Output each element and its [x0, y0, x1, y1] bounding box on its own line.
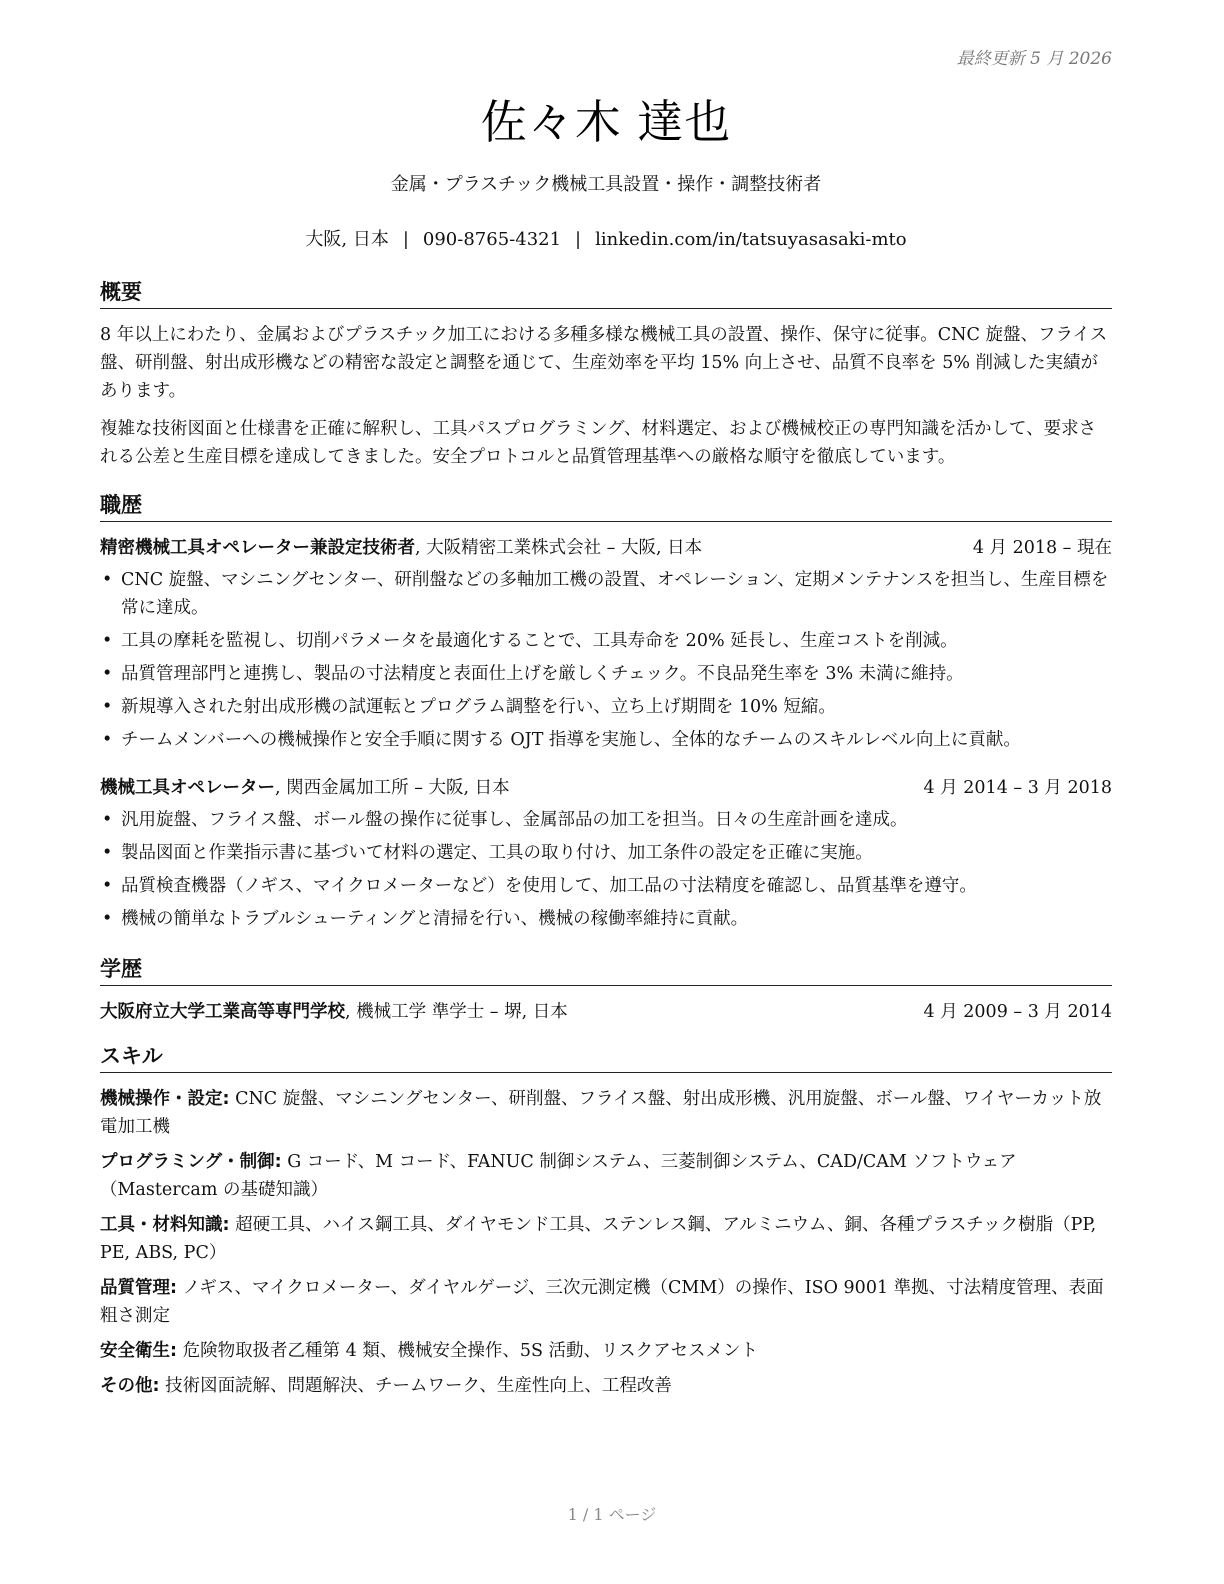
skill-text: ノギス、マイクロメーター、ダイヤルゲージ、三次元測定機（CMM）の操作、ISO 9001 準拠、寸法精度管理、表面粗さ測定	[100, 1278, 1104, 1326]
list-item: • 汎用旋盤、フライス盤、ボール盤の操作に従事し、金属部品の加工を担当。日々の生産計画を達成。	[100, 806, 1112, 834]
list-item: • 品質管理部門と連携し、製品の寸法精度と表面仕上げを厳しくチェック。不良品発生率を 3% 未満に維持。	[100, 660, 1112, 688]
skill-text: G コード、M コード、FANUC 制御システム、三菱制御システム、CAD/CAM ソフトウェア（Mastercam の基礎知識）	[100, 1152, 1017, 1200]
job-header	[100, 534, 1112, 562]
contact-line	[100, 225, 1112, 251]
skill-label: 工具・材料知識:	[100, 1215, 230, 1235]
list-item: • CNC 旋盤、マシニングセンター、研削盤などの多軸加工機の設置、オペレーション、定期メンテナンスを担当し、生産目標を常に達成。	[100, 566, 1112, 622]
job-title: 機械工具オペレーター	[100, 778, 275, 798]
education-dates: 4 月 2009 – 3 月 2014	[923, 1002, 1112, 1022]
skill-label: 機械操作・設定:	[100, 1089, 230, 1109]
job-entry	[100, 774, 1112, 933]
page-number: 1 / 1 ページ	[567, 1505, 657, 1524]
list-item: • 製品図面と作業指示書に基づいて材料の選定、工具の取り付け、加工条件の設定を正確に実施。	[100, 839, 1112, 867]
summary-paragraph: 8 年以上にわたり、金属およびプラスチック加工における多種多様な機械工具の設置、操作、保守に従事。CNC 旋盤、フライス盤、研削盤、射出成形機などの精密な設定と調整を通じて、生産効率を平均 15% 向上させ、品質不良率を 5% 削減した実績があります。	[100, 325, 1108, 401]
skill-label: プログラミング・制御:	[100, 1152, 282, 1172]
skill-row	[100, 1274, 1112, 1330]
skill-text: 超硬工具、ハイス鋼工具、ダイヤモンド工具、ステンレス鋼、アルミニウム、銅、各種プラスチック樹脂（PP, PE, ABS, PC）	[100, 1215, 1097, 1263]
skill-row	[100, 1372, 1112, 1400]
list-item: • チームメンバーへの機械操作と安全手順に関する OJT 指導を実施し、全体的なチームのスキルレベル向上に貢献。	[100, 726, 1112, 754]
school-name: 大阪府立大学工業高等専門学校	[100, 1002, 345, 1022]
section-title: 概要	[100, 276, 1112, 309]
separator: |	[402, 229, 409, 250]
job-bullets	[100, 566, 1112, 754]
skill-row	[100, 1148, 1112, 1204]
section-title: スキル	[100, 1040, 1112, 1073]
job-dates: 4 月 2018 – 現在	[972, 538, 1112, 558]
candidate-role: 金属・プラスチック機械工具設置・操作・調整技術者	[390, 174, 822, 195]
skill-row	[100, 1211, 1112, 1267]
skills-section	[100, 1040, 1112, 1400]
location: 大阪, 日本	[305, 229, 389, 250]
candidate-name: 佐々木 達也	[480, 95, 732, 149]
skill-text: CNC 旋盤、マシニングセンター、研削盤、フライス盤、射出成形機、汎用旋盤、ボール盤、ワイヤーカット放電加工機	[100, 1089, 1102, 1137]
linkedin-link[interactable]: linkedin.com/in/tatsuyasasaki-mto	[595, 229, 907, 250]
section-title: 学歴	[100, 953, 1112, 986]
skill-row	[100, 1337, 1112, 1365]
education-entry	[100, 998, 1112, 1026]
education-section	[100, 953, 1112, 1026]
job-dates: 4 月 2014 – 3 月 2018	[923, 778, 1112, 798]
job-entry	[100, 534, 1112, 754]
skill-row	[100, 1085, 1112, 1141]
job-header	[100, 774, 1112, 802]
resume-content	[100, 276, 1112, 1407]
skill-label: 品質管理:	[100, 1278, 177, 1298]
list-item: • 機械の簡単なトラブルシューティングと清掃を行い、機械の稼働率維持に貢献。	[100, 905, 1112, 933]
phone: 090-8765-4321	[422, 229, 562, 250]
experience-section	[100, 489, 1112, 933]
job-org: , 関西金属加工所 – 大阪, 日本	[275, 778, 510, 798]
list-item: • 品質検査機器（ノギス、マイクロメーターなど）を使用して、加工品の寸法精度を確認し、品質基準を遵守。	[100, 872, 1112, 900]
list-item: • 工具の摩耗を監視し、切削パラメータを最適化することで、工具寿命を 20% 延長し、生産コストを削減。	[100, 627, 1112, 655]
summary-section	[100, 276, 1112, 471]
section-title: 職歴	[100, 489, 1112, 522]
job-org: , 大阪精密工業株式会社 – 大阪, 日本	[415, 538, 703, 558]
degree-detail: , 機械工学 準学士 – 堺, 日本	[345, 1002, 568, 1022]
summary-paragraph: 複雑な技術図面と仕様書を正確に解釈し、工具パスプログラミング、材料選定、および機械校正の専門知識を活かして、要求される公差と生産目標を達成してきました。安全プロトコルと品質管理基準への厳格な順守を徹底しています。	[100, 419, 1097, 467]
skill-label: 安全衛生:	[100, 1341, 177, 1361]
last-updated: 最終更新 5 月 2026	[956, 49, 1112, 69]
job-title: 精密機械工具オペレーター兼設定技術者	[100, 538, 415, 558]
list-item: • 新規導入された射出成形機の試運転とプログラム調整を行い、立ち上げ期間を 10% 短縮。	[100, 693, 1112, 721]
skill-text: 技術図面読解、問題解決、チームワーク、生産性向上、工程改善	[159, 1376, 672, 1396]
skill-text: 危険物取扱者乙種第 4 類、機械安全操作、5S 活動、リスクアセスメント	[177, 1341, 758, 1361]
skill-label: その他:	[100, 1376, 160, 1396]
separator: |	[575, 229, 582, 250]
job-bullets	[100, 806, 1112, 933]
